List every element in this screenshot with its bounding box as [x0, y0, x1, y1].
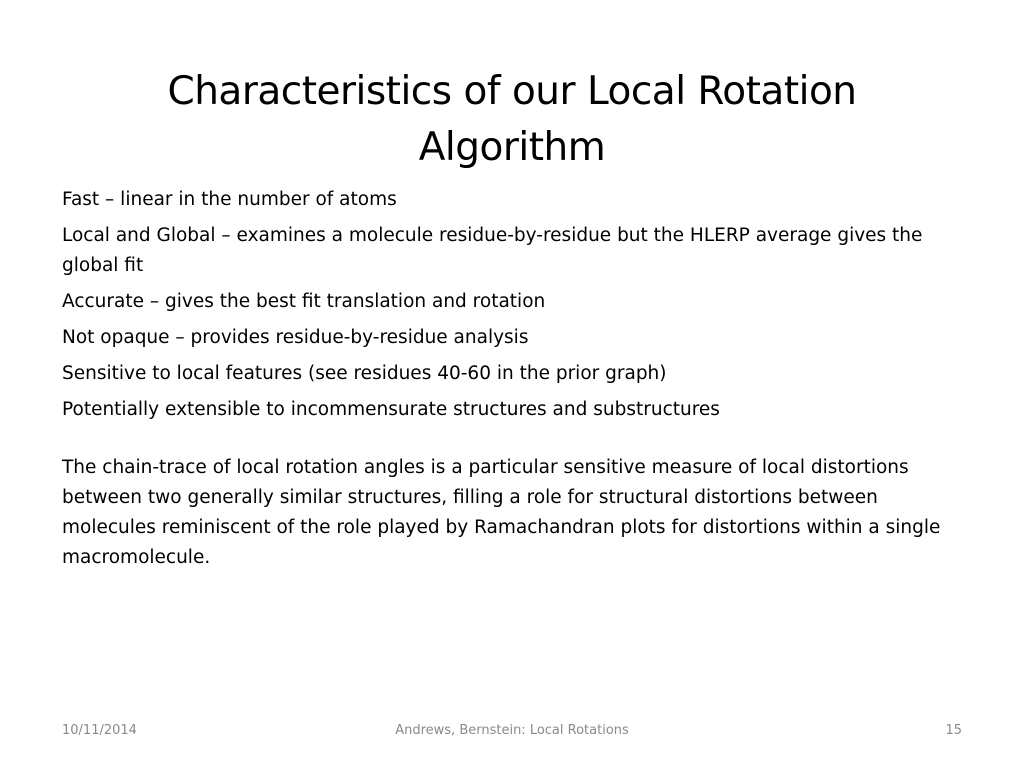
bullet-item: Potentially extensible to incommensurate structures and substructures	[62, 399, 720, 420]
bullet-item: Fast – linear in the number of atoms	[62, 189, 397, 210]
footer-center-text: Andrews, Bernstein: Local Rotations	[395, 723, 629, 738]
bullet-item: Sensitive to local features (see residues 40-60 in the prior graph)	[62, 363, 667, 384]
slide-title-line-1: Characteristics of our Local Rotation	[167, 69, 857, 115]
slide-body	[62, 185, 962, 573]
bullet-item: Accurate – gives the best fit translation and rotation	[62, 291, 546, 312]
footer-page-number: 15	[945, 723, 962, 738]
slide-title	[60, 64, 964, 176]
slide-title-line-2: Algorithm	[418, 125, 606, 171]
bullet-item: Local and Global – examines a molecule residue-by-residue but the HLERP average gives the global fit	[62, 225, 923, 276]
bullet-item: Not opaque – provides residue-by-residue analysis	[62, 327, 529, 348]
footer-date: 10/11/2014	[62, 723, 137, 738]
bullet-list	[62, 185, 962, 425]
summary-paragraph: The chain-trace of local rotation angles is a particular sensitive measure of local distortions between two generally similar structures, filling a role for structural distortions between molecules reminiscent of the role played by Ramachandran plots for distortions within a single macromolecule.	[62, 457, 941, 568]
